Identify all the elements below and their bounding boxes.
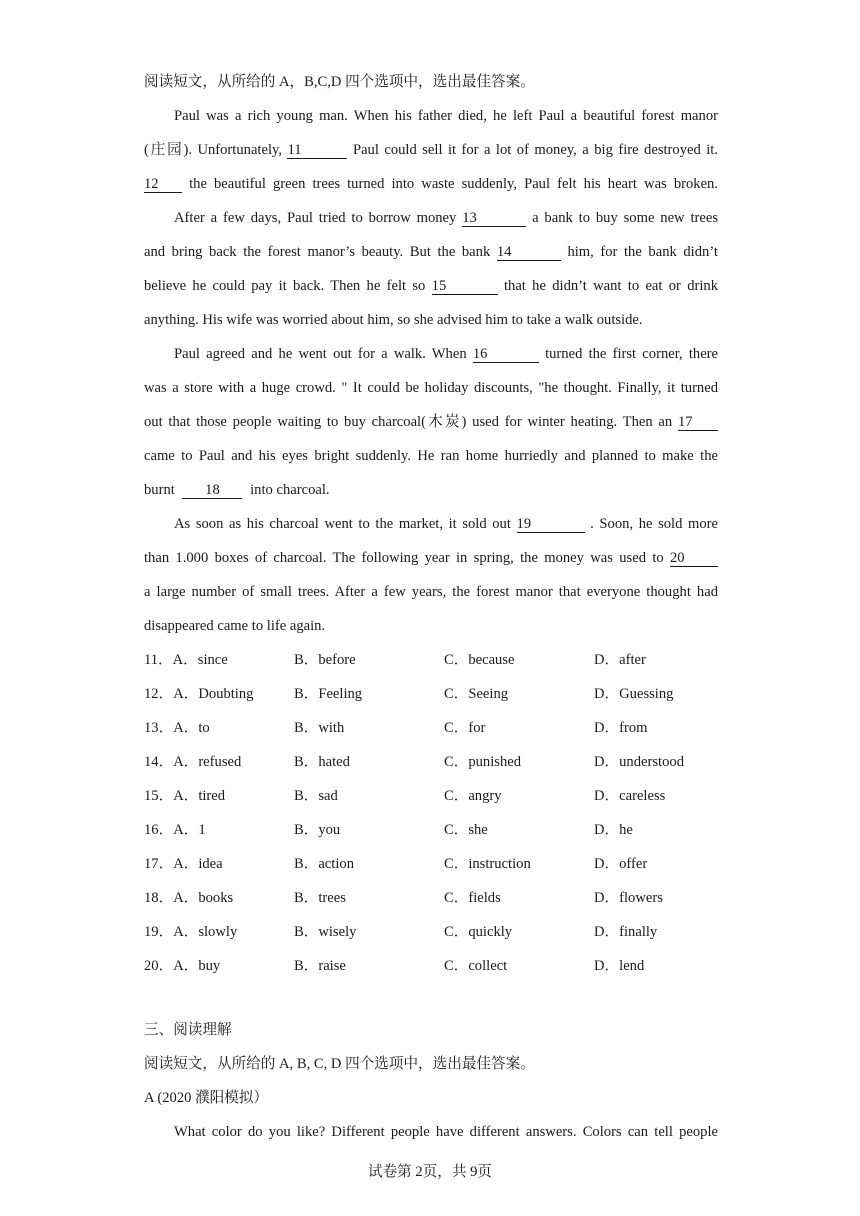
- option-a: 11．A．since: [144, 652, 228, 668]
- passage-a-label: A (2020 濮阳模拟）: [144, 1090, 269, 1106]
- option-c: C．quickly: [444, 924, 513, 940]
- instruction-1: 阅读短文，从所给的 A，B,C,D 四个选项中，选出最佳答案。: [144, 74, 535, 90]
- option-b: B．raise: [294, 958, 346, 974]
- blank-15: 15: [432, 278, 498, 295]
- passage-line: Paul agreed and he went out for a walk. When 16 turned the first corner, there: [174, 346, 719, 362]
- option-c: C．fields: [444, 890, 501, 906]
- passage-line: than 1.000 boxes of charcoal. The following year in spring, the money was used to 20: [144, 548, 718, 568]
- option-b: B．you: [294, 822, 341, 838]
- passage-line: and bring back the forest manor’s beauty. But the bank 14 him, for the bank didn’t: [144, 244, 718, 260]
- option-c: C．Seeing: [444, 686, 509, 702]
- passage-line: disappeared came to life again.: [144, 618, 326, 634]
- option-d: D．from: [594, 720, 648, 736]
- blank-16: 16: [473, 346, 539, 363]
- blank-13: 13: [462, 210, 526, 227]
- option-b: B．action: [294, 856, 354, 872]
- option-d: D．lend: [594, 958, 645, 974]
- option-d: D．Guessing: [594, 686, 674, 702]
- passage-line: After a few days, Paul tried to borrow money 13 a bank to buy some new trees: [174, 210, 719, 226]
- passage-line: burnt 18 into charcoal.: [144, 482, 330, 498]
- passage-line: Paul was a rich young man. When his father died, he left Paul a beautiful forest manor: [174, 108, 718, 124]
- option-d: D．finally: [594, 924, 658, 940]
- passage-a-line: What color do you like? Different people have different answers. Colors can tell people: [174, 1124, 718, 1140]
- option-a: 15．A．tired: [144, 788, 226, 804]
- option-d: D．he: [594, 822, 633, 838]
- section-title: 三、阅读理解: [144, 1022, 232, 1038]
- instruction-2: 阅读短文，从所给的 A, B, C, D 四个选项中，选出最佳答案。: [144, 1056, 535, 1072]
- blank-20: 20: [670, 550, 718, 567]
- passage-line: was a store with a huge crowd. " It could be holiday discounts, "he thought. Finally, it turned: [144, 380, 718, 396]
- option-d: D．understood: [594, 754, 684, 770]
- passage-line: came to Paul and his eyes bright suddenly. He ran home hurriedly and planned to make the: [144, 448, 718, 464]
- option-b: B．before: [294, 652, 356, 668]
- option-a: 13．A．to: [144, 720, 210, 736]
- option-d: D．flowers: [594, 890, 663, 906]
- option-b: B．with: [294, 720, 345, 736]
- option-d: D．offer: [594, 856, 648, 872]
- blank-18: 18: [182, 482, 242, 499]
- option-a: 14．A．refused: [144, 754, 242, 770]
- blank-12: 12: [144, 176, 182, 193]
- blank-17: 17: [678, 414, 718, 431]
- option-a: 17．A．idea: [144, 856, 223, 872]
- option-c: C．for: [444, 720, 486, 736]
- option-b: B．hated: [294, 754, 350, 770]
- option-c: C．angry: [444, 788, 502, 804]
- blank-14: 14: [497, 244, 561, 261]
- option-c: C．instruction: [444, 856, 531, 872]
- option-b: B．wisely: [294, 924, 357, 940]
- option-d: D．careless: [594, 788, 666, 804]
- option-c: C．collect: [444, 958, 508, 974]
- option-d: D．after: [594, 652, 646, 668]
- passage-line: (庄园). Unfortunately, 11 Paul could sell it for a lot of money, a big fire destroyed it.: [144, 142, 718, 158]
- option-a: 16．A．1: [144, 822, 206, 838]
- option-b: B．Feeling: [294, 686, 363, 702]
- option-a: 19．A．slowly: [144, 924, 238, 940]
- option-a: 18．A．books: [144, 890, 234, 906]
- option-a: 12．A．Doubting: [144, 686, 254, 702]
- option-b: B．trees: [294, 890, 346, 906]
- option-a: 20．A．buy: [144, 958, 221, 974]
- passage-line: believe he could pay it back. Then he felt so 15 that he didn’t want to eat or drink: [144, 278, 719, 294]
- passage-line: a large number of small trees. After a few years, the forest manor that everyone thought had: [144, 584, 718, 600]
- passage-line: 12 the beautiful green trees turned into waste suddenly, Paul felt his heart was broken.: [144, 176, 718, 192]
- passage-line: out that those people waiting to buy charcoal(木炭) used for winter heating. Then an 17: [144, 412, 718, 432]
- option-b: B．sad: [294, 788, 338, 804]
- option-c: C．punished: [444, 754, 522, 770]
- passage-line: anything. His wife was worried about him, so she advised him to take a walk outside.: [144, 312, 643, 328]
- option-c: C．she: [444, 822, 488, 838]
- option-c: C．because: [444, 652, 515, 668]
- passage-line: As soon as his charcoal went to the market, it sold out 19 . Soon, he sold more: [174, 516, 719, 532]
- blank-19: 19: [517, 516, 585, 533]
- page-footer: 试卷第 2页，共 9页: [367, 1164, 493, 1180]
- blank-11: 11: [287, 142, 347, 159]
